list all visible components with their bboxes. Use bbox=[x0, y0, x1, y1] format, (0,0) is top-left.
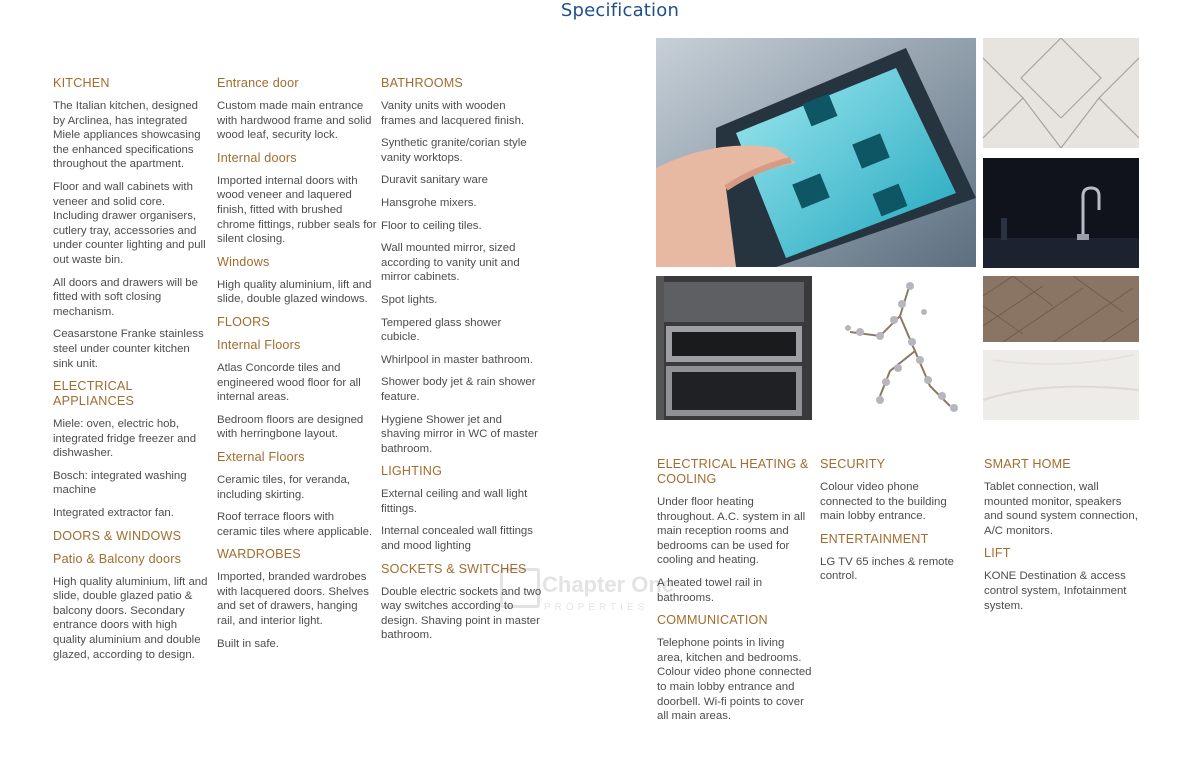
section-heading: ELECTRICAL HEATING & COOLING bbox=[657, 457, 809, 486]
spec-paragraph: Double electric sockets and two way switches according to design. Shaving point in master bathroom. bbox=[381, 585, 542, 642]
spec-paragraph: All doors and drawers will be fitted with soft closing mechanism. bbox=[53, 276, 198, 318]
section-heading: Patio & Balcony doors bbox=[53, 551, 182, 566]
spec-paragraph: Bedroom floors are designed with herringbone layout. bbox=[217, 413, 364, 441]
spec-paragraph: Tempered glass shower cubicle. bbox=[381, 316, 502, 344]
section-heading: External Floors bbox=[217, 449, 305, 464]
section-heading: ELECTRICAL APPLIANCES bbox=[53, 379, 135, 409]
spec-paragraph: Ceramic tiles, for veranda, including skirting. bbox=[217, 473, 350, 501]
spec-paragraph: Integrated extractor fan. bbox=[53, 507, 174, 520]
spec-paragraph: Roof terrace floors with ceramic tiles where applicable. bbox=[217, 511, 373, 538]
built-in-ovens-photo bbox=[656, 276, 812, 420]
spec-paragraph: A heated towel rail in bathrooms. bbox=[657, 576, 763, 604]
section-heading: Internal Floors bbox=[217, 337, 301, 352]
watermark-name: Chapter One bbox=[542, 572, 675, 597]
spec-paragraph: Telephone points in living area, kitchen and bedrooms. Colour video phone connected to main lobby entrance and doorbell. Wi-fi points to cover all main areas. bbox=[657, 637, 812, 723]
spec-paragraph: Whirlpool in master bathroom. bbox=[381, 353, 533, 366]
column-smart-home-lift bbox=[984, 457, 1140, 621]
column-bathrooms-lighting-sockets bbox=[381, 76, 543, 651]
column-doors-floors-wardrobes bbox=[217, 76, 377, 659]
spec-paragraph: High quality aluminium, lift and slide, double glazed patio & balcony doors. Secondary entrance doors with high quality aluminium and double glazed, according to design. bbox=[53, 575, 208, 661]
spec-paragraph: Duravit sanitary ware bbox=[381, 174, 488, 187]
section-heading: Entrance door bbox=[217, 76, 299, 90]
section-heading: LIGHTING bbox=[381, 464, 443, 479]
column-kitchen-doors bbox=[53, 76, 213, 670]
section-heading: SECURITY bbox=[820, 457, 886, 471]
section-heading: WARDROBES bbox=[217, 547, 301, 562]
spec-paragraph: Internal concealed wall fittings and mood lighting bbox=[381, 525, 533, 553]
column-security-entertainment bbox=[820, 457, 972, 592]
white-marble-tile-photo bbox=[983, 350, 1139, 420]
pendant-light-photo bbox=[820, 276, 976, 420]
column-heating-communication bbox=[657, 457, 813, 732]
spec-paragraph: Spot lights. bbox=[381, 293, 438, 306]
spec-paragraph: Tablet connection, wall mounted monitor, speakers and sound system connection, A/C monitors. bbox=[984, 481, 1138, 537]
herringbone-wood-floor-photo bbox=[983, 276, 1139, 342]
spec-paragraph: Floor and wall cabinets with veneer and solid core. Including drawer organisers, cutlery tray, accessories and under counter lighting and pull out waste bin. bbox=[53, 180, 206, 266]
section-heading: Windows bbox=[217, 254, 270, 269]
section-heading: DOORS & WINDOWS bbox=[53, 528, 182, 543]
spec-paragraph: Custom made main entrance with hardwood frame and solid wood leaf, security lock. bbox=[217, 100, 372, 142]
section-heading: BATHROOMS bbox=[381, 76, 464, 90]
spec-paragraph: Synthetic granite/corian style vanity worktops. bbox=[381, 137, 527, 164]
spec-paragraph: Vanity units with wooden frames and lacquered finish. bbox=[381, 100, 525, 127]
black-tap-photo bbox=[983, 158, 1139, 268]
section-heading: LIFT bbox=[984, 546, 1011, 561]
spec-paragraph: High quality aluminium, lift and slide, double glazed windows. bbox=[217, 278, 372, 306]
section-heading: COMMUNICATION bbox=[657, 613, 768, 628]
spec-paragraph: Atlas Concorde tiles and engineered wood floor for all internal areas. bbox=[217, 361, 361, 404]
tablet-smart-home-photo bbox=[656, 38, 976, 267]
spec-paragraph: Shower body jet & rain shower feature. bbox=[381, 376, 536, 403]
section-heading: Internal doors bbox=[217, 150, 297, 165]
section-heading: SOCKETS & SWITCHES bbox=[381, 561, 527, 576]
section-heading: ENTERTAINMENT bbox=[820, 531, 929, 546]
spec-paragraph: Imported internal doors with wood veneer and laquered finish, fitted with brushed chrome fittings, rubber seals for silent closing. bbox=[217, 174, 377, 246]
spec-paragraph: Built in safe. bbox=[217, 637, 280, 650]
spec-paragraph: Hygiene Shower jet and shaving mirror in WC of master bathroom. bbox=[381, 413, 538, 455]
spec-paragraph: Miele: oven, electric hob, integrated fridge freezer and dishwasher. bbox=[53, 418, 197, 460]
section-heading: SMART HOME bbox=[984, 457, 1071, 471]
spec-paragraph: KONE Destination & access control system, Infotainment system. bbox=[984, 570, 1127, 612]
chevron-marble-tile-photo bbox=[983, 38, 1139, 148]
spec-paragraph: Imported, branded wardrobes with lacquered doors. Shelves and set of drawers, hanging rail, and interior light. bbox=[217, 571, 369, 628]
spec-paragraph: Hansgrohe mixers. bbox=[381, 196, 477, 209]
section-heading: KITCHEN bbox=[53, 76, 110, 90]
page-title: Specification bbox=[560, 0, 680, 21]
spec-paragraph: LG TV 65 inches & remote control. bbox=[820, 555, 955, 583]
spec-paragraph: Floor to ceiling tiles. bbox=[381, 219, 482, 232]
spec-paragraph: Colour video phone connected to the building main lobby entrance. bbox=[820, 481, 947, 523]
spec-paragraph: Under floor heating throughout. A.C. system in all main reception rooms and bedrooms can be used for cooling and heating. bbox=[657, 496, 806, 567]
section-heading: FLOORS bbox=[217, 314, 270, 329]
spec-paragraph: Wall mounted mirror, sized according to vanity unit and mirror cabinets. bbox=[381, 242, 520, 284]
spec-paragraph: Bosch: integrated washing machine bbox=[53, 469, 187, 497]
spec-paragraph: External ceiling and wall light fittings. bbox=[381, 488, 528, 515]
watermark-sub: PROPERTIES bbox=[544, 602, 649, 613]
spec-paragraph: Ceasarstone Franke stainless steel under counter kitchen sink unit. bbox=[53, 328, 204, 370]
spec-paragraph: The Italian kitchen, designed by Arclinea, has integrated Miele appliances showcasing the enhanced specifications throughout the apartment. bbox=[53, 100, 201, 171]
